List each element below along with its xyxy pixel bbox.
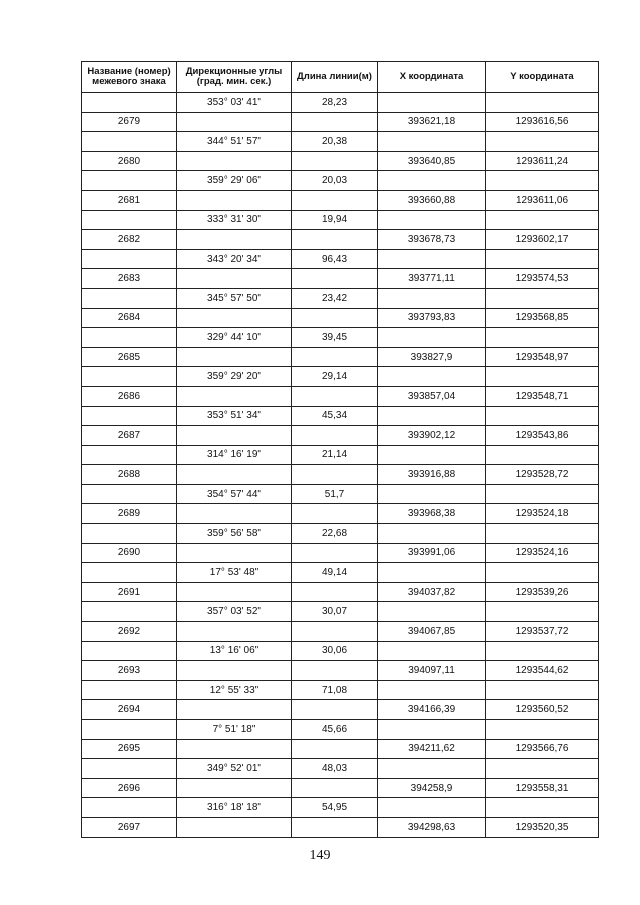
bearing-cell: 354° 57' 44" — [177, 484, 292, 504]
bearing-cell — [177, 700, 292, 720]
marker-name-cell — [82, 602, 177, 622]
marker-name-cell — [82, 759, 177, 779]
marker-name-cell — [82, 288, 177, 308]
bearing-cell: 17° 53' 48" — [177, 563, 292, 583]
bearing-cell: 359° 56' 58" — [177, 524, 292, 544]
x-coordinate-cell — [378, 602, 486, 622]
line-length-cell — [292, 112, 378, 132]
bearing-cell: 359° 29' 20" — [177, 367, 292, 387]
y-coordinate-cell: 1293524,18 — [486, 504, 599, 524]
marker-name-cell: 2688 — [82, 465, 177, 485]
x-coordinate-cell: 393968,38 — [378, 504, 486, 524]
x-coordinate-cell: 393991,06 — [378, 543, 486, 563]
marker-name-cell: 2679 — [82, 112, 177, 132]
bearing-cell: 359° 29' 06" — [177, 171, 292, 191]
bearing-cell: 344° 51' 57" — [177, 132, 292, 152]
marker-name-cell: 2681 — [82, 190, 177, 210]
x-coordinate-cell: 393902,12 — [378, 426, 486, 446]
bearing-cell — [177, 386, 292, 406]
y-coordinate-cell — [486, 563, 599, 583]
line-length-cell: 51,7 — [292, 484, 378, 504]
table-row — [82, 112, 599, 132]
y-coordinate-cell — [486, 484, 599, 504]
bearing-cell — [177, 582, 292, 602]
bearing-cell — [177, 308, 292, 328]
table-row — [82, 171, 599, 191]
marker-name-cell: 2696 — [82, 778, 177, 798]
line-length-cell: 23,42 — [292, 288, 378, 308]
x-coordinate-cell — [378, 798, 486, 818]
x-coordinate-cell: 393827,9 — [378, 347, 486, 367]
line-length-cell — [292, 308, 378, 328]
y-coordinate-cell: 1293560,52 — [486, 700, 599, 720]
x-coordinate-cell: 393793,83 — [378, 308, 486, 328]
y-coordinate-cell — [486, 602, 599, 622]
marker-name-cell: 2693 — [82, 661, 177, 681]
line-length-cell: 30,06 — [292, 641, 378, 661]
bearing-cell — [177, 230, 292, 250]
bearing-cell: 316° 18' 18" — [177, 798, 292, 818]
line-length-cell — [292, 426, 378, 446]
line-length-cell: 48,03 — [292, 759, 378, 779]
marker-name-cell — [82, 249, 177, 269]
y-coordinate-cell — [486, 406, 599, 426]
marker-name-cell — [82, 328, 177, 348]
marker-name-cell — [82, 171, 177, 191]
line-length-cell: 54,95 — [292, 798, 378, 818]
y-coordinate-cell — [486, 328, 599, 348]
line-length-cell — [292, 817, 378, 837]
y-coordinate-cell — [486, 288, 599, 308]
table-row — [82, 817, 599, 837]
table-row — [82, 367, 599, 387]
y-coordinate-cell: 1293543,86 — [486, 426, 599, 446]
table-header-row — [82, 62, 599, 93]
table-row — [82, 563, 599, 583]
table-row — [82, 308, 599, 328]
table-row — [82, 426, 599, 446]
table-row — [82, 151, 599, 171]
bearing-cell: 353° 03' 41" — [177, 93, 292, 113]
table-row — [82, 602, 599, 622]
page-number: 149 — [309, 848, 331, 863]
x-coordinate-cell — [378, 445, 486, 465]
marker-name-cell — [82, 563, 177, 583]
marker-name-cell: 2690 — [82, 543, 177, 563]
marker-name-cell: 2684 — [82, 308, 177, 328]
line-length-cell — [292, 543, 378, 563]
y-coordinate-cell — [486, 171, 599, 191]
table-row — [82, 484, 599, 504]
bearing-cell: 357° 03' 52" — [177, 602, 292, 622]
marker-name-cell — [82, 641, 177, 661]
table-row — [82, 661, 599, 681]
table-row — [82, 269, 599, 289]
x-coordinate-cell: 394211,62 — [378, 739, 486, 759]
bearing-cell: 343° 20' 34" — [177, 249, 292, 269]
marker-name-cell: 2683 — [82, 269, 177, 289]
table-row — [82, 543, 599, 563]
header-x-coordinate: X координата — [378, 62, 486, 93]
bearing-cell: 314° 16' 19" — [177, 445, 292, 465]
y-coordinate-cell: 1293524,16 — [486, 543, 599, 563]
bearing-cell: 12° 55' 33" — [177, 680, 292, 700]
y-coordinate-cell — [486, 132, 599, 152]
x-coordinate-cell — [378, 132, 486, 152]
y-coordinate-cell — [486, 798, 599, 818]
x-coordinate-cell — [378, 759, 486, 779]
y-coordinate-cell: 1293611,24 — [486, 151, 599, 171]
marker-name-cell — [82, 93, 177, 113]
line-length-cell — [292, 347, 378, 367]
marker-name-cell — [82, 210, 177, 230]
y-coordinate-cell: 1293568,85 — [486, 308, 599, 328]
marker-name-cell: 2687 — [82, 426, 177, 446]
x-coordinate-cell — [378, 524, 486, 544]
bearing-cell — [177, 465, 292, 485]
bearing-cell — [177, 504, 292, 524]
table-row — [82, 720, 599, 740]
table-row — [82, 739, 599, 759]
line-length-cell — [292, 739, 378, 759]
line-length-cell: 45,66 — [292, 720, 378, 740]
y-coordinate-cell — [486, 93, 599, 113]
table-row — [82, 680, 599, 700]
x-coordinate-cell: 393640,85 — [378, 151, 486, 171]
x-coordinate-cell — [378, 563, 486, 583]
table-row — [82, 445, 599, 465]
line-length-cell: 30,07 — [292, 602, 378, 622]
marker-name-cell: 2692 — [82, 622, 177, 642]
marker-name-cell: 2697 — [82, 817, 177, 837]
line-length-cell — [292, 269, 378, 289]
marker-name-cell — [82, 132, 177, 152]
line-length-cell — [292, 465, 378, 485]
line-length-cell — [292, 582, 378, 602]
line-length-cell: 20,38 — [292, 132, 378, 152]
table-row — [82, 210, 599, 230]
marker-name-cell — [82, 484, 177, 504]
header-line-length: Длина линии(м) — [292, 62, 378, 93]
y-coordinate-cell — [486, 641, 599, 661]
table-row — [82, 622, 599, 642]
bearing-cell — [177, 426, 292, 446]
y-coordinate-cell: 1293520,35 — [486, 817, 599, 837]
line-length-cell — [292, 778, 378, 798]
marker-name-cell: 2682 — [82, 230, 177, 250]
table-row — [82, 524, 599, 544]
x-coordinate-cell: 394037,82 — [378, 582, 486, 602]
x-coordinate-cell — [378, 484, 486, 504]
marker-name-cell: 2689 — [82, 504, 177, 524]
bearing-cell: 13° 16' 06" — [177, 641, 292, 661]
line-length-cell: 19,94 — [292, 210, 378, 230]
bearing-cell — [177, 269, 292, 289]
line-length-cell — [292, 622, 378, 642]
marker-name-cell: 2694 — [82, 700, 177, 720]
line-length-cell: 29,14 — [292, 367, 378, 387]
y-coordinate-cell: 1293544,62 — [486, 661, 599, 681]
marker-name-cell — [82, 798, 177, 818]
y-coordinate-cell — [486, 524, 599, 544]
x-coordinate-cell: 394067,85 — [378, 622, 486, 642]
marker-name-cell — [82, 720, 177, 740]
line-length-cell: 49,14 — [292, 563, 378, 583]
marker-name-cell — [82, 445, 177, 465]
bearing-cell: 349° 52' 01" — [177, 759, 292, 779]
bearing-cell — [177, 778, 292, 798]
bearing-cell — [177, 347, 292, 367]
table-row — [82, 504, 599, 524]
y-coordinate-cell: 1293566,76 — [486, 739, 599, 759]
header-y-coordinate: Y координата — [486, 62, 599, 93]
x-coordinate-cell: 393660,88 — [378, 190, 486, 210]
x-coordinate-cell: 394097,11 — [378, 661, 486, 681]
x-coordinate-cell: 393678,73 — [378, 230, 486, 250]
y-coordinate-cell: 1293539,26 — [486, 582, 599, 602]
table-row — [82, 406, 599, 426]
line-length-cell: 20,03 — [292, 171, 378, 191]
bearing-cell — [177, 739, 292, 759]
x-coordinate-cell: 394166,39 — [378, 700, 486, 720]
bearing-cell: 333° 31' 30" — [177, 210, 292, 230]
marker-name-cell: 2685 — [82, 347, 177, 367]
x-coordinate-cell — [378, 680, 486, 700]
x-coordinate-cell: 393621,18 — [378, 112, 486, 132]
x-coordinate-cell — [378, 288, 486, 308]
y-coordinate-cell: 1293548,71 — [486, 386, 599, 406]
y-coordinate-cell: 1293611,06 — [486, 190, 599, 210]
y-coordinate-cell — [486, 759, 599, 779]
x-coordinate-cell — [378, 210, 486, 230]
table-row — [82, 641, 599, 661]
y-coordinate-cell: 1293602,17 — [486, 230, 599, 250]
bearing-cell: 7° 51' 18" — [177, 720, 292, 740]
line-length-cell — [292, 504, 378, 524]
table-row — [82, 93, 599, 113]
table-row — [82, 288, 599, 308]
x-coordinate-cell — [378, 720, 486, 740]
table-row — [82, 582, 599, 602]
bearing-cell: 329° 44' 10" — [177, 328, 292, 348]
table-row — [82, 132, 599, 152]
line-length-cell — [292, 700, 378, 720]
x-coordinate-cell — [378, 406, 486, 426]
x-coordinate-cell: 393771,11 — [378, 269, 486, 289]
x-coordinate-cell — [378, 328, 486, 348]
marker-name-cell: 2680 — [82, 151, 177, 171]
marker-name-cell — [82, 367, 177, 387]
x-coordinate-cell: 394258,9 — [378, 778, 486, 798]
line-length-cell: 45,34 — [292, 406, 378, 426]
y-coordinate-cell — [486, 680, 599, 700]
table-row — [82, 465, 599, 485]
header-bearing: Дирекционные углы (град. мин. сек.) — [177, 62, 292, 93]
x-coordinate-cell — [378, 249, 486, 269]
y-coordinate-cell: 1293616,56 — [486, 112, 599, 132]
y-coordinate-cell — [486, 249, 599, 269]
marker-name-cell: 2686 — [82, 386, 177, 406]
bearing-cell — [177, 151, 292, 171]
line-length-cell — [292, 661, 378, 681]
y-coordinate-cell: 1293528,72 — [486, 465, 599, 485]
x-coordinate-cell: 394298,63 — [378, 817, 486, 837]
table-row — [82, 230, 599, 250]
x-coordinate-cell — [378, 171, 486, 191]
bearing-cell — [177, 817, 292, 837]
table-row — [82, 759, 599, 779]
bearing-cell: 353° 51' 34" — [177, 406, 292, 426]
table-row — [82, 386, 599, 406]
y-coordinate-cell: 1293537,72 — [486, 622, 599, 642]
line-length-cell: 39,45 — [292, 328, 378, 348]
bearing-cell — [177, 190, 292, 210]
marker-name-cell — [82, 406, 177, 426]
boundary-coordinates-table — [81, 61, 599, 838]
line-length-cell: 71,08 — [292, 680, 378, 700]
line-length-cell: 22,68 — [292, 524, 378, 544]
line-length-cell — [292, 386, 378, 406]
bearing-cell — [177, 661, 292, 681]
y-coordinate-cell — [486, 720, 599, 740]
x-coordinate-cell: 393857,04 — [378, 386, 486, 406]
y-coordinate-cell: 1293574,53 — [486, 269, 599, 289]
y-coordinate-cell — [486, 210, 599, 230]
bearing-cell: 345° 57' 50" — [177, 288, 292, 308]
line-length-cell — [292, 230, 378, 250]
line-length-cell: 96,43 — [292, 249, 378, 269]
y-coordinate-cell — [486, 445, 599, 465]
line-length-cell: 28,23 — [292, 93, 378, 113]
marker-name-cell: 2691 — [82, 582, 177, 602]
x-coordinate-cell — [378, 641, 486, 661]
x-coordinate-cell: 393916,88 — [378, 465, 486, 485]
marker-name-cell — [82, 524, 177, 544]
table-row — [82, 798, 599, 818]
header-marker-name: Название (номер) межевого знака — [82, 62, 177, 93]
table-row — [82, 700, 599, 720]
table-row — [82, 190, 599, 210]
y-coordinate-cell: 1293548,97 — [486, 347, 599, 367]
table-body — [82, 93, 599, 838]
bearing-cell — [177, 112, 292, 132]
bearing-cell — [177, 622, 292, 642]
bearing-cell — [177, 543, 292, 563]
table-row — [82, 249, 599, 269]
marker-name-cell — [82, 680, 177, 700]
x-coordinate-cell — [378, 93, 486, 113]
line-length-cell — [292, 151, 378, 171]
line-length-cell: 21,14 — [292, 445, 378, 465]
y-coordinate-cell: 1293558,31 — [486, 778, 599, 798]
x-coordinate-cell — [378, 367, 486, 387]
line-length-cell — [292, 190, 378, 210]
table-row — [82, 328, 599, 348]
marker-name-cell: 2695 — [82, 739, 177, 759]
table-row — [82, 778, 599, 798]
y-coordinate-cell — [486, 367, 599, 387]
table-row — [82, 347, 599, 367]
